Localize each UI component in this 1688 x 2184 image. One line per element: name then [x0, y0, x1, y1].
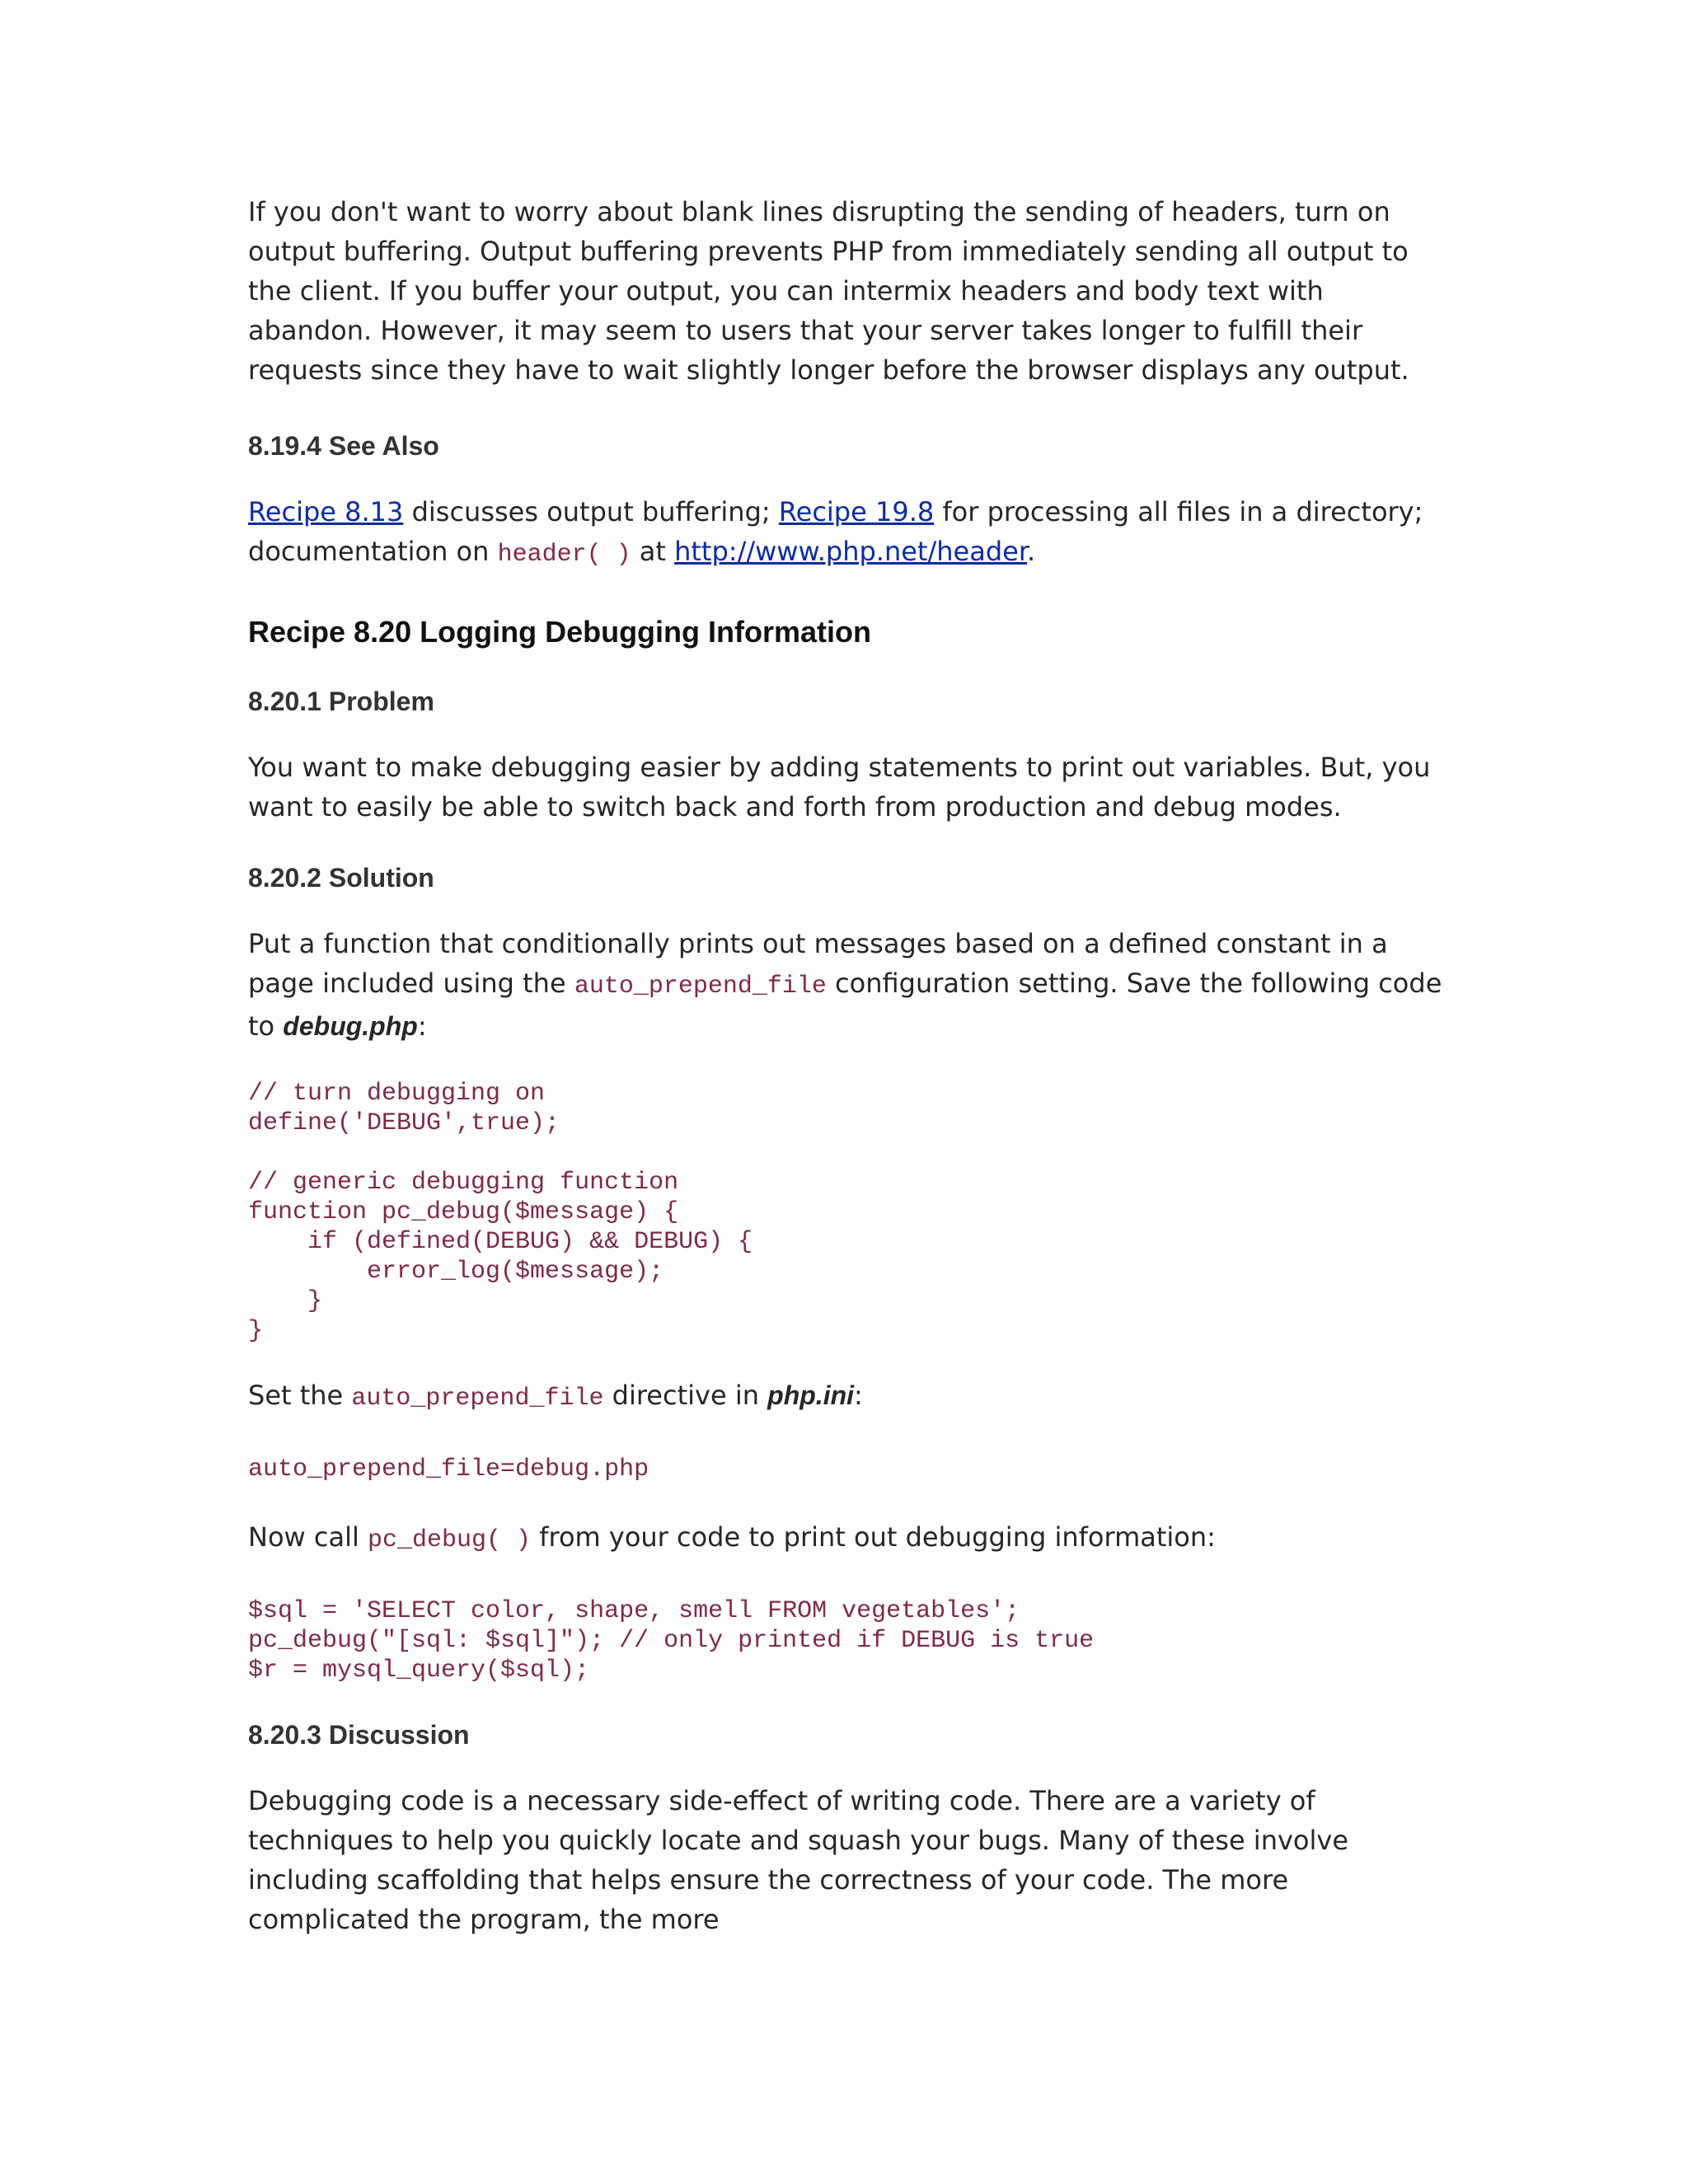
solution-text-3: :	[417, 1010, 427, 1042]
header-function-code: header( )	[497, 541, 631, 569]
set-text-2: directive in	[603, 1380, 768, 1411]
call-text-1: Now call	[248, 1521, 368, 1553]
intro-paragraph: If you don't want to worry about blank lines disrupting the sending of headers, turn on output buffering. Output buffering prevents PHP from immediately sending all output to the client. If you buffer your output, you can intermix headers and body text with abandon. However, it may seem to users that your server takes longer to fulfill their requests since they have to wait slightly longer before the browser displays any output.	[248, 196, 1409, 386]
recipe-title: Recipe 8.20 Logging Debugging Information	[248, 615, 872, 649]
page-content	[248, 192, 1443, 1939]
debug-php-filename: debug.php	[283, 1011, 418, 1041]
see-also-paragraph	[248, 492, 1443, 574]
set-directive-paragraph	[248, 1376, 1443, 1418]
ini-code-block: auto_prepend_file=debug.php	[248, 1455, 649, 1483]
recipe-8-13-link[interactable]: Recipe 8.13	[248, 496, 404, 527]
php-ini-filename: php.ini	[767, 1380, 855, 1410]
set-directive-code: auto_prepend_file	[351, 1385, 604, 1413]
set-text-3: :	[854, 1380, 863, 1411]
recipe-19-8-link[interactable]: Recipe 19.8	[778, 496, 935, 527]
see-also-text-4: .	[1027, 536, 1036, 567]
debug-code-block: // turn debugging on define('DEBUG',true); // generic debugging function function pc_debug($message) { if (defined(DEBUG) && DEBUG) { error_log($message); } }	[248, 1080, 753, 1345]
usage-code-block: $sql = 'SELECT color, shape, smell FROM vegetables'; pc_debug("[sql: $sql]"); // only printed if DEBUG is true $r = mysql_query($sql);	[248, 1597, 1095, 1685]
problem-paragraph: You want to make debugging easier by adding statements to print out variables. But, you want to easily be able to switch back and forth from production and debug modes.	[248, 752, 1431, 823]
php-header-doc-link[interactable]: http://www.php.net/header	[674, 536, 1028, 567]
discussion-heading: 8.20.3 Discussion	[248, 1720, 470, 1750]
set-text-1: Set the	[248, 1380, 352, 1411]
solution-text-1: Put a function that conditionally prints out messages based on a defined constant in a page included using the	[248, 928, 1388, 999]
see-also-text-3: at	[631, 536, 675, 567]
call-paragraph	[248, 1517, 1443, 1560]
call-text-2: from your code to print out debugging information:	[531, 1521, 1216, 1553]
problem-heading: 8.20.1 Problem	[248, 687, 434, 716]
solution-heading: 8.20.2 Solution	[248, 863, 434, 893]
solution-paragraph	[248, 924, 1443, 1046]
pc-debug-code: pc_debug( )	[368, 1526, 532, 1554]
see-also-heading: 8.19.4 See Also	[248, 431, 439, 461]
see-also-text-1: discusses output buffering;	[403, 496, 779, 527]
see-also-text-2: for processing all files in a directory; documentation on	[248, 496, 1423, 567]
solution-text-2: configuration setting. Save the following code to	[248, 968, 1442, 1042]
auto-prepend-code: auto_prepend_file	[574, 972, 827, 1001]
discussion-paragraph: Debugging code is a necessary side-effect of writing code. There are a variety of techniques to help you quickly locate and squash your bugs. Many of these involve including scaffolding that helps ensure the correctness of your code. The more complicated the program, the more	[248, 1785, 1348, 1935]
